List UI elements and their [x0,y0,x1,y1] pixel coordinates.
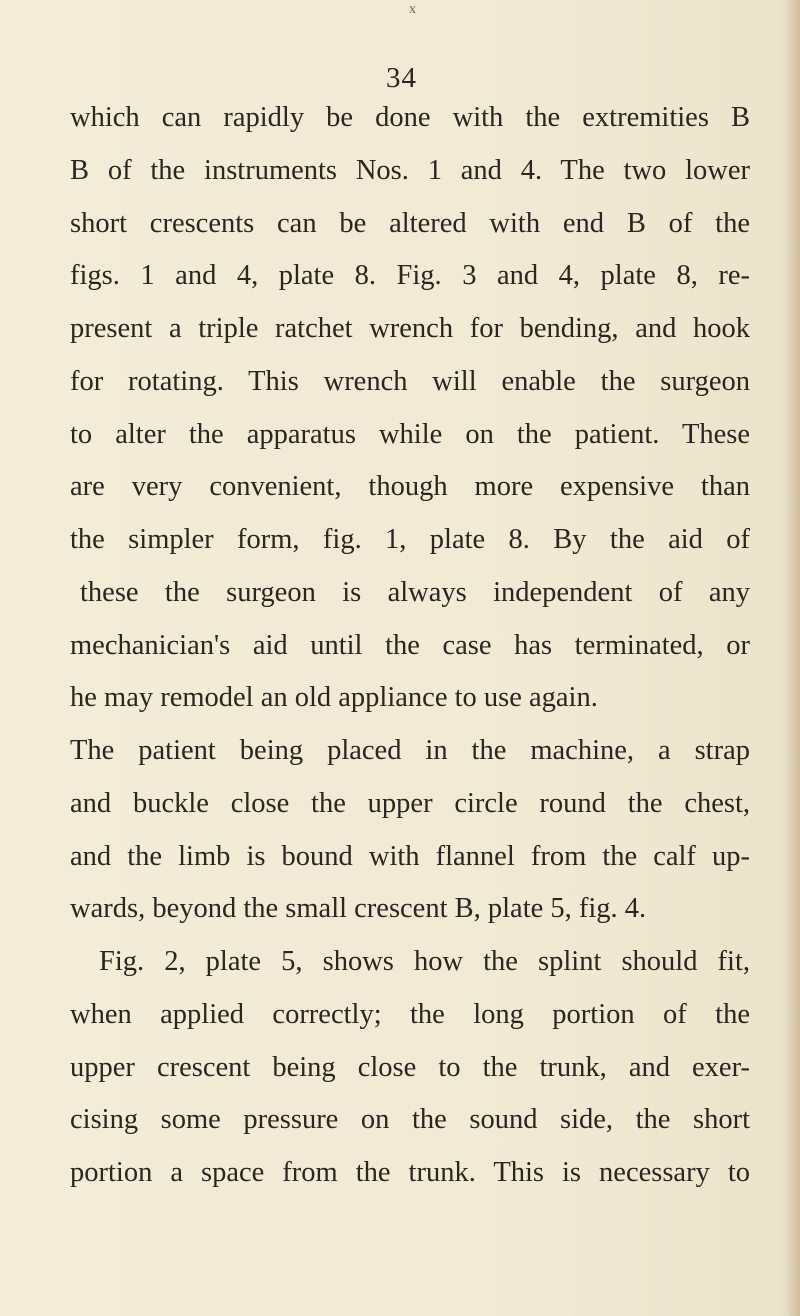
text-line: figs. 1 and 4, plate 8. Fig. 3 and 4, plate 8, re- [70,260,750,292]
text-line: mechanician's aid until the case has terminated, or [70,629,750,661]
page-number: 34 [386,62,417,94]
text-line: the simpler form, fig. 1, plate 8. By the aid of [70,524,750,555]
body-text [70,92,750,1200]
printer-mark: x [409,2,416,17]
text-line: to alter the apparatus while on the patient. These [70,418,750,450]
text-line: these the surgeon is always independent of any [80,576,750,608]
text-line: The patient being placed in the machine, a strap [70,735,750,766]
text-line: present a triple ratchet wrench for bending, and hook [70,313,750,344]
text-line: Fig. 2, plate 5, shows how the splint should fit, [99,946,750,977]
text-line: which can rapidly be done with the extremities B [70,102,750,133]
text-line: cising some pressure on the sound side, the short [70,1104,750,1136]
text-line: B of the instruments Nos. 1 and 4. The two lower [70,154,750,186]
text-line: for rotating. This wrench will enable the surgeon [70,365,750,397]
text-line: and the limb is bound with flannel from the calf up- [70,840,750,872]
text-line: wards, beyond the small crescent B, plate 5, fig. 4. [70,893,647,925]
text-line: and buckle close the upper circle round the chest, [70,787,750,819]
page-edge-shadow [786,0,800,1316]
text-line: are very convenient, though more expensive than [70,471,750,503]
text-line: upper crescent being close to the trunk, and exer- [70,1051,750,1083]
text-line: he may remodel an old appliance to use again. [70,682,598,714]
text-line: portion a space from the trunk. This is necessary to [70,1157,750,1188]
text-line: when applied correctly; the long portion of the [70,998,750,1030]
text-line: short crescents can be altered with end B of the [70,207,750,239]
